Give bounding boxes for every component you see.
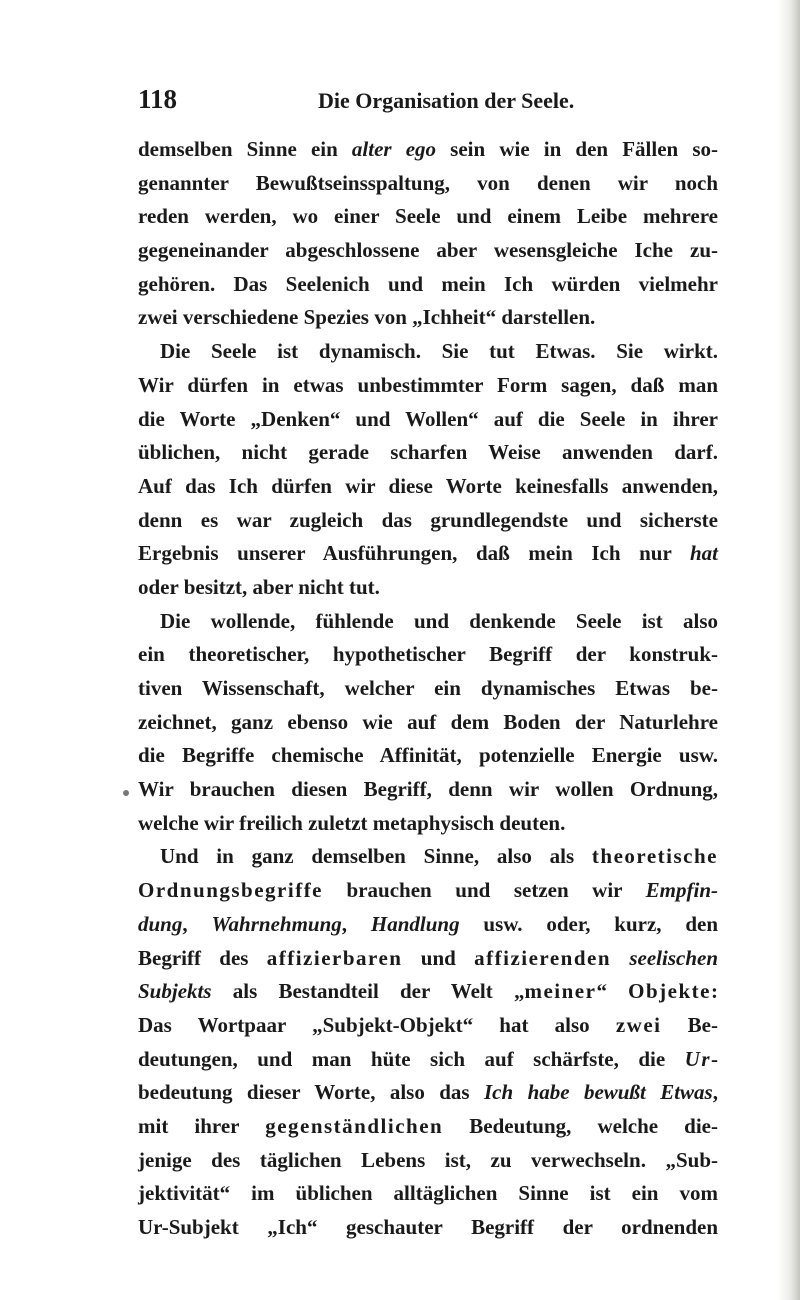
text-line-17: tiven Wissenschaft, welcher ein dynamisches Etwas be- xyxy=(138,676,718,700)
page-header xyxy=(138,84,718,118)
text-line-6: zwei verschiedene Spezies von „Ichheit“ darstellen. xyxy=(138,305,596,330)
text-line-20: Wir brauchen diesen Begriff, denn wir wollen Ordnung, xyxy=(138,777,718,802)
text-line-9: die Worte „Denken“ und Wollen“ auf die Seele in ihrer xyxy=(138,406,718,431)
text-line-25: Begriff des affizierbaren und affizierenden seelischen xyxy=(138,945,718,970)
text-line-11: Auf das Ich dürfen wir diese Worte keinesfalls anwenden, xyxy=(138,473,718,498)
text-line-15: Die wollende, fühlende und denkende Seele ist also xyxy=(160,608,718,633)
text-line-23: Ordnungsbegriffe brauchen und setzen wir Empfin- xyxy=(138,878,718,903)
text-line-22: Und in ganz demselben Sinne, also als theoretische xyxy=(160,844,718,869)
text-line-2: genannter Bewußtseinsspaltung, von denen wir noch xyxy=(138,170,718,195)
text-line-7: Die Seele ist dynamisch. Sie tut Etwas. Sie wirkt. xyxy=(160,339,718,364)
text-line-33: Ur-Subjekt „Ich“ geschauter Begriff der ordnenden xyxy=(138,1215,718,1239)
page-number: 118 xyxy=(138,84,178,114)
running-head: Die Organisation der Seele. xyxy=(318,88,575,113)
text-line-3: reden werden, wo einer Seele und einem Leibe mehrere xyxy=(138,204,718,229)
paper-speck xyxy=(123,790,129,796)
text-line-12: denn es war zugleich das grundlegendste und sicherste xyxy=(138,507,718,532)
text-line-5: gehören. Das Seelenich und mein Ich würden vielmehr xyxy=(138,271,718,296)
text-line-26: Subjekts als Bestandteil der Welt „meiner“ Objekte: xyxy=(138,979,718,1004)
text-line-18: zeichnet, ganz ebenso wie auf dem Boden der Naturlehre xyxy=(138,709,718,734)
text-line-13: Ergebnis unserer Ausführungen, daß mein Ich nur hat xyxy=(138,541,718,566)
text-line-16: ein theoretischer, hypothetischer Begriff der konstruk- xyxy=(138,642,718,667)
text-line-14: oder besitzt, aber nicht tut. xyxy=(138,574,380,599)
text-line-8: Wir dürfen in etwas unbestimmter Form sagen, daß man xyxy=(138,372,718,397)
text-line-10: üblichen, nicht gerade scharfen Weise anwenden darf. xyxy=(138,440,718,465)
page-edge-shadow xyxy=(778,0,800,1300)
text-line-27: Das Wortpaar „Subjekt-Objekt“ hat also zwei Be- xyxy=(138,1012,719,1037)
text-line-31: jenige des täglichen Lebens ist, zu verwechseln. „Sub- xyxy=(138,1147,718,1172)
text-line-24: dung, Wahrnehmung, Handlung usw. oder, kurz, den xyxy=(138,911,719,936)
text-line-4: gegeneinander abgeschlossene aber wesensgleiche Iche zu- xyxy=(138,238,718,263)
text-line-21: welche wir freilich zuletzt metaphysisch deuten. xyxy=(138,810,566,835)
text-line-29: bedeutung dieser Worte, also das Ich habe bewußt Etwas, xyxy=(138,1080,718,1105)
text-line-30: mit ihrer gegenständlichen Bedeutung, welche die- xyxy=(138,1113,718,1138)
body-text xyxy=(138,133,718,1245)
text-line-19: die Begriffe chemische Affinität, potenzielle Energie usw. xyxy=(138,743,718,768)
text-line-28: deutungen, und man hüte sich auf schärfste, die Ur- xyxy=(138,1046,718,1071)
text-line-1: demselben Sinne ein alter ego sein wie in den Fällen so- xyxy=(138,137,719,161)
text-line-32: jektivität“ im üblichen alltäglichen Sinne ist ein vom xyxy=(138,1181,718,1206)
